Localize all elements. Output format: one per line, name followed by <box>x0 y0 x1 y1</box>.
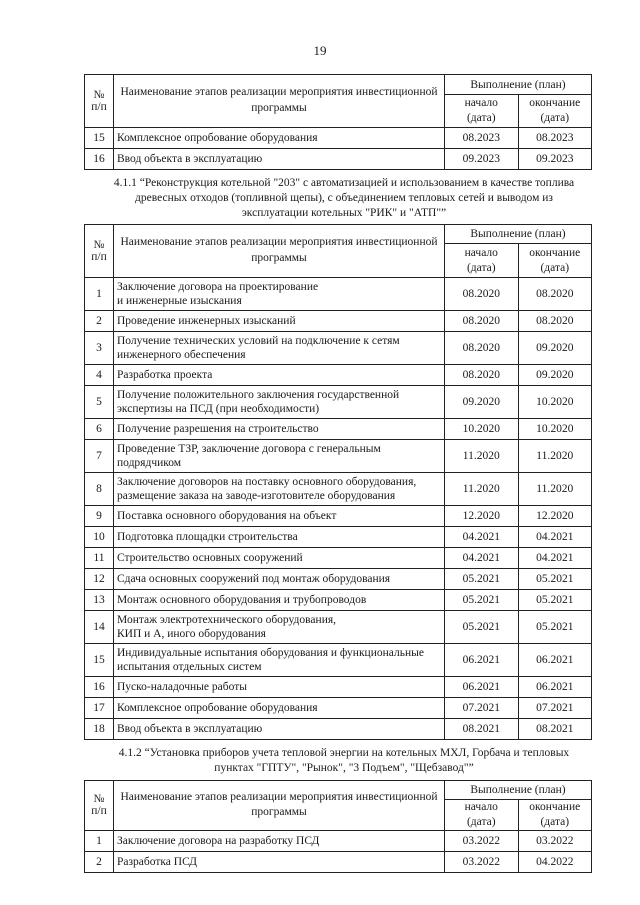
stage-name: Получение разрешения на строительство <box>114 419 445 440</box>
table-row <box>85 548 592 569</box>
start-date: 08.2020 <box>445 365 519 386</box>
plan-table-continued <box>84 74 592 170</box>
header-end-date: окончание (дата) <box>518 95 592 128</box>
row-number: 4 <box>85 365 114 386</box>
row-number: 15 <box>85 644 114 677</box>
row-number: 15 <box>85 128 114 149</box>
start-date: 06.2021 <box>445 677 519 698</box>
section-title-4-1-1 <box>84 176 604 221</box>
end-date: 05.2021 <box>518 590 592 611</box>
end-date: 11.2020 <box>518 440 592 473</box>
end-date: 12.2020 <box>518 506 592 527</box>
end-date: 03.2022 <box>518 830 592 851</box>
stage-name: Разработка проекта <box>114 365 445 386</box>
end-date: 08.2021 <box>518 719 592 740</box>
row-number: 14 <box>85 611 114 644</box>
start-date: 03.2022 <box>445 851 519 872</box>
end-date: 06.2021 <box>518 677 592 698</box>
end-date: 10.2020 <box>518 419 592 440</box>
table-row <box>85 365 592 386</box>
stage-name: Сдача основных сооружений под монтаж оборудования <box>114 569 445 590</box>
row-number: 16 <box>85 677 114 698</box>
header-end-date: окончание (дата) <box>518 244 592 278</box>
start-date: 05.2021 <box>445 611 519 644</box>
row-number: 6 <box>85 419 114 440</box>
row-number: 10 <box>85 527 114 548</box>
start-date: 11.2020 <box>445 440 519 473</box>
stage-name: Монтаж электротехнического оборудования, КИП и А, иного оборудования <box>114 611 445 644</box>
end-date: 05.2021 <box>518 569 592 590</box>
start-date: 11.2020 <box>445 473 519 506</box>
table-row <box>85 149 592 170</box>
start-date: 08.2020 <box>445 278 519 311</box>
stage-name: Заключение договоров на поставку основного оборудования, размещение заказа на заводе-изготовителе оборудования <box>114 473 445 506</box>
table-row <box>85 506 592 527</box>
row-number: 9 <box>85 506 114 527</box>
stage-name: Индивидуальные испытания оборудования и функциональные испытания отдельных систем <box>114 644 445 677</box>
start-date: 08.2020 <box>445 332 519 365</box>
row-number: 16 <box>85 149 114 170</box>
table-row <box>85 719 592 740</box>
header-start-date: начало (дата) <box>445 800 519 831</box>
start-date: 07.2021 <box>445 698 519 719</box>
end-date: 04.2021 <box>518 548 592 569</box>
table-row <box>85 611 592 644</box>
stage-name: Подготовка площадки строительства <box>114 527 445 548</box>
header-stage-name: Наименование этапов реализации мероприятия инвестиционной программы <box>114 781 445 831</box>
table-row <box>85 332 592 365</box>
stage-name: Комплексное опробование оборудования <box>114 698 445 719</box>
row-number: 5 <box>85 386 114 419</box>
row-number: 1 <box>85 278 114 311</box>
header-stage-name: Наименование этапов реализации мероприятия инвестиционной программы <box>114 75 445 128</box>
page-number: 19 <box>313 43 327 58</box>
stage-name: Пуско-наладочные работы <box>114 677 445 698</box>
start-date: 04.2021 <box>445 548 519 569</box>
start-date: 09.2020 <box>445 386 519 419</box>
start-date: 08.2021 <box>445 719 519 740</box>
stage-name: Получение положительного заключения государственной экспертизы на ПСД (при необходимости) <box>114 386 445 419</box>
header-stage-name: Наименование этапов реализации мероприятия инвестиционной программы <box>114 225 445 278</box>
row-number: 13 <box>85 590 114 611</box>
stage-name: Проведение ТЗР, заключение договора с генеральным подрядчиком <box>114 440 445 473</box>
end-date: 10.2020 <box>518 386 592 419</box>
stage-name: Ввод объекта в эксплуатацию <box>114 149 445 170</box>
section-title-line: 4.1.1 “Реконструкция котельной "203" с автоматизацией и использованием в качестве топлива <box>113 177 575 189</box>
table-row <box>85 440 592 473</box>
stage-name: Получение технических условий на подключение к сетям инженерного обеспечения <box>114 332 445 365</box>
start-date: 08.2020 <box>445 311 519 332</box>
row-number: 2 <box>85 311 114 332</box>
end-date: 04.2022 <box>518 851 592 872</box>
stage-name: Ввод объекта в эксплуатацию <box>114 719 445 740</box>
section-title-line: эксплуатации котельных "РИК" и "АТП"” <box>241 207 447 219</box>
start-date: 10.2020 <box>445 419 519 440</box>
row-number: 2 <box>85 851 114 872</box>
end-date: 09.2020 <box>518 365 592 386</box>
table-row <box>85 590 592 611</box>
end-date: 07.2021 <box>518 698 592 719</box>
table-row <box>85 278 592 311</box>
table-row <box>85 386 592 419</box>
table-row <box>85 698 592 719</box>
end-date: 09.2023 <box>518 149 592 170</box>
table-row <box>85 851 592 872</box>
header-execution-plan: Выполнение (план) <box>445 225 592 244</box>
section-title-line: пунктах "ГПТУ", "Рынок", "3 Подъем", "Щебзавод"” <box>214 762 474 774</box>
plan-table-4-1-2 <box>84 780 592 873</box>
start-date: 05.2021 <box>445 569 519 590</box>
header-start-date: начало (дата) <box>445 95 519 128</box>
section-title-line: древесных отходов (топливной щепы), с объединением тепловых сетей и выводом из <box>135 192 553 204</box>
stage-name: Разработка ПСД <box>114 851 445 872</box>
row-number: 12 <box>85 569 114 590</box>
end-date: 09.2020 <box>518 332 592 365</box>
row-number: 18 <box>85 719 114 740</box>
end-date: 08.2023 <box>518 128 592 149</box>
end-date: 05.2021 <box>518 611 592 644</box>
header-start-date: начало (дата) <box>445 244 519 278</box>
row-number: 8 <box>85 473 114 506</box>
start-date: 05.2021 <box>445 590 519 611</box>
section-title-4-1-2 <box>84 746 604 776</box>
table-row <box>85 128 592 149</box>
start-date: 08.2023 <box>445 128 519 149</box>
table-row <box>85 569 592 590</box>
header-number: № п/п <box>85 225 114 278</box>
table-row <box>85 677 592 698</box>
row-number: 3 <box>85 332 114 365</box>
table-row <box>85 419 592 440</box>
end-date: 08.2020 <box>518 278 592 311</box>
start-date: 12.2020 <box>445 506 519 527</box>
start-date: 06.2021 <box>445 644 519 677</box>
table-row <box>85 473 592 506</box>
table-row <box>85 311 592 332</box>
stage-name: Заключение договора на проектирование и инженерные изыскания <box>114 278 445 311</box>
stage-name: Проведение инженерных изысканий <box>114 311 445 332</box>
row-number: 17 <box>85 698 114 719</box>
row-number: 11 <box>85 548 114 569</box>
start-date: 09.2023 <box>445 149 519 170</box>
end-date: 08.2020 <box>518 311 592 332</box>
header-number: № п/п <box>85 75 114 128</box>
stage-name: Строительство основных сооружений <box>114 548 445 569</box>
plan-table-4-1-1 <box>84 224 592 740</box>
header-execution-plan: Выполнение (план) <box>445 75 592 95</box>
stage-name: Монтаж основного оборудования и трубопроводов <box>114 590 445 611</box>
section-title-line: 4.1.2 “Установка приборов учета тепловой энергии на котельных МХЛ, Горбача и тепловых <box>118 747 570 759</box>
end-date: 11.2020 <box>518 473 592 506</box>
end-date: 04.2021 <box>518 527 592 548</box>
end-date: 06.2021 <box>518 644 592 677</box>
start-date: 04.2021 <box>445 527 519 548</box>
stage-name: Поставка основного оборудования на объект <box>114 506 445 527</box>
header-end-date: окончание (дата) <box>518 800 592 831</box>
table-row <box>85 830 592 851</box>
table-row <box>85 527 592 548</box>
table-row <box>85 644 592 677</box>
header-execution-plan: Выполнение (план) <box>445 781 592 800</box>
header-number: № п/п <box>85 781 114 831</box>
stage-name: Заключение договора на разработку ПСД <box>114 830 445 851</box>
start-date: 03.2022 <box>445 830 519 851</box>
row-number: 7 <box>85 440 114 473</box>
row-number: 1 <box>85 830 114 851</box>
stage-name: Комплексное опробование оборудования <box>114 128 445 149</box>
